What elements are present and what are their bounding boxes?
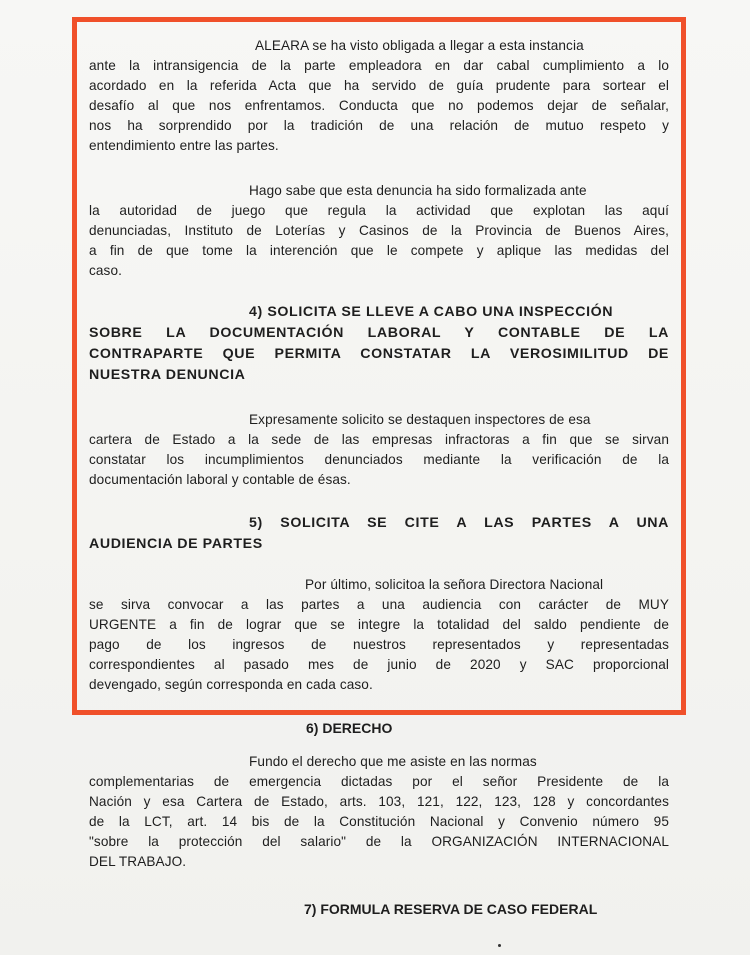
text-line: denunciadas, Instituto de Loterías y Casinos de la Provincia de Buenos Aires,: [89, 223, 669, 238]
text-line: pago de los ingresos de nuestros representados y representadas: [89, 637, 669, 652]
paragraph-denuncia: [89, 181, 669, 281]
paragraph-aleara: [89, 36, 669, 156]
text-line: "sobre la protección del salario" de la ORGANIZACIÓN INTERNACIONAL: [89, 834, 669, 849]
paragraph-inspeccion: [89, 410, 669, 490]
heading-line: 4) SOLICITA SE LLEVE A CABO UNA INSPECCIÓN: [249, 304, 614, 320]
paragraph-audiencia: [89, 575, 669, 695]
text-line: desafío al que nos enfrentamos. Conducta que no podemos dejar de señalar,: [89, 98, 669, 113]
text-line: ante la intransigencia de la parte empleadora en dar cabal cumplimiento a lo: [89, 58, 669, 73]
text-line: se sirva convocar a las partes a una audiencia con carácter de MUY: [89, 597, 669, 612]
heading-line: NUESTRA DENUNCIA: [89, 367, 246, 383]
heading-line: SOBRE LA DOCUMENTACIÓN LABORAL Y CONTABLE DE LA: [89, 325, 669, 341]
text-line: DEL TRABAJO.: [89, 854, 187, 869]
text-line: cartera de Estado a la sede de las empresas infractoras a fin que se sirvan: [89, 432, 669, 447]
text-line: Hago sabe que esta denuncia ha sido formalizada ante: [249, 183, 587, 198]
text-line: de la LCT, art. 14 bis de la Constitución Nacional y Convenio número 95: [89, 814, 669, 829]
heading-section-4: [89, 302, 669, 386]
text-line: entendimiento entre las partes.: [89, 138, 279, 153]
text-line: Expresamente solicito se destaquen inspectores de esa: [249, 412, 591, 427]
heading-section-5: [89, 513, 669, 555]
text-line: complementarias de emergencia dictadas por el señor Presidente de la: [89, 774, 669, 789]
text-line: devengado, según corresponda en cada caso.: [89, 677, 373, 692]
paragraph-derecho: [89, 752, 669, 872]
text-line: correspondientes al pasado mes de junio de 2020 y SAC proporcional: [89, 657, 669, 672]
text-line: nos ha sorprendido por la tradición de una relación de mutuo respeto y: [89, 118, 669, 133]
heading-section-7: 7) FORMULA RESERVA DE CASO FEDERAL: [304, 901, 598, 917]
text-line: Nación y esa Cartera de Estado, arts. 103, 121, 122, 123, 128 y concordantes: [89, 794, 669, 809]
heading-line: AUDIENCIA DE PARTES: [89, 536, 263, 552]
heading-line: 5) SOLICITA SE CITE A LAS PARTES A UNA: [249, 515, 669, 531]
text-line: caso.: [89, 263, 122, 278]
text-line: ALEARA se ha visto obligada a llegar a esta instancia: [255, 38, 584, 53]
text-line: acordado en la referida Acta que ha servido de guía prudente para sortear el: [89, 78, 669, 93]
text-line: constatar los incumplimientos denunciados mediante la verificación de la: [89, 452, 669, 467]
heading-line: CONTRAPARTE QUE PERMITA CONSTATAR LA VEROSIMILITUD DE: [89, 346, 669, 362]
text-line: Fundo el derecho que me asiste en las normas: [249, 754, 537, 769]
text-line: documentación laboral y contable de ésas.: [89, 472, 351, 487]
heading-section-6: 6) DERECHO: [306, 720, 393, 736]
text-line: Por último, solicitoa la señora Directora Nacional: [305, 577, 604, 592]
text-line: a fin de que tome la interención que le compete y aplique las medidas del: [89, 243, 669, 258]
text-line: la autoridad de juego que regula la actividad que explotan las aquí: [89, 203, 669, 218]
text-line: URGENTE a fin de lograr que se integre la totalidad del saldo pendiente de: [89, 617, 669, 632]
page-speck: [498, 944, 501, 947]
